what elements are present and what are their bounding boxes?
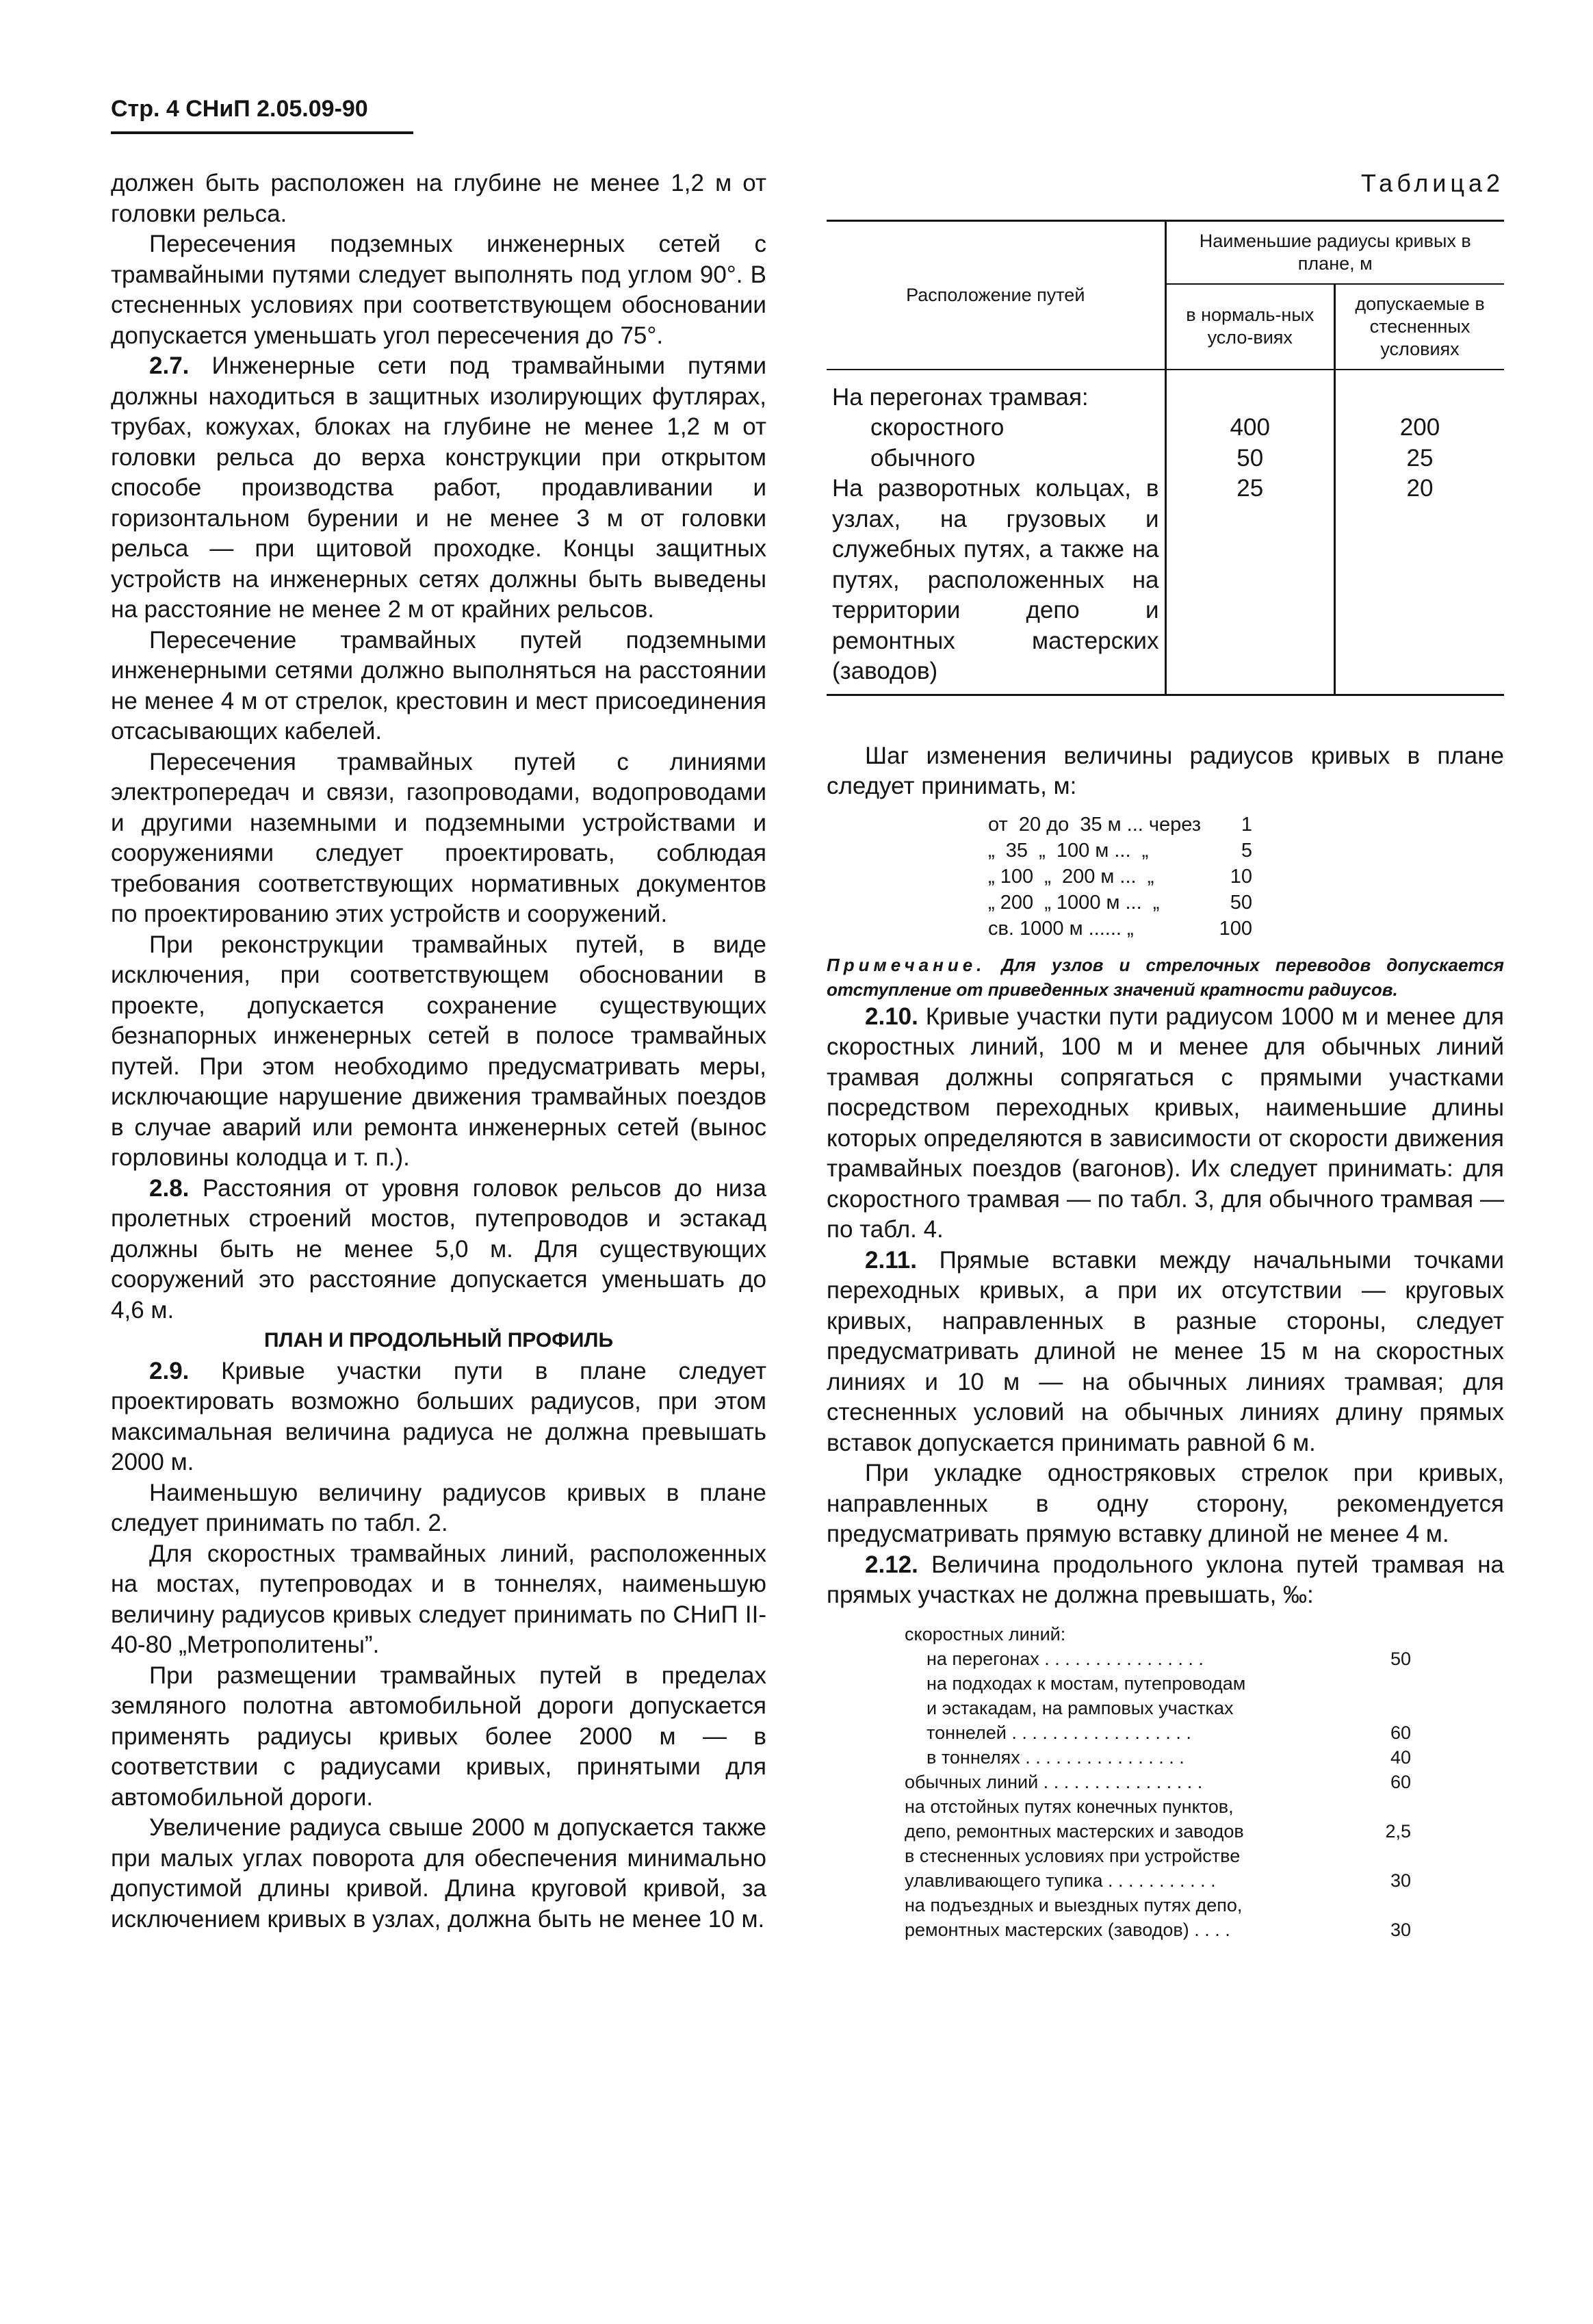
clause-text: Кривые участки пути в плане следует проектировать возможно больших радиусов, при этом максимальная величина радиуса не должна превышать 2000 м.: [111, 1357, 766, 1475]
section-title: ПЛАН И ПРОДОЛЬНЫЙ ПРОФИЛЬ: [263, 1329, 614, 1352]
step-row: от 20 до 35 м ... через 1: [988, 813, 1252, 836]
clause-number: 2.10.: [865, 1003, 918, 1030]
clause-text: Расстояния от уровня головок рельсов до низа пролетных строений мостов, путепроводов и эстакад должны быть не менее 5,0 м. Для существующих сооружений это расстояние допускается уменьшать до 4,6 м.: [111, 1174, 766, 1324]
paragraph: Пересечения трамвайных путей с линиями электропередач и связи, газопроводами, водопроводами и другими наземными и подземными устройствами и сооружениями следует проектировать, соблюдая требования соответствующих нормативных документов по проектированию этих устройств и сооружений.: [111, 748, 766, 927]
slope-row: тоннелей . . . . . . . . . . . . . . . . . . 60: [927, 1722, 1411, 1743]
table-cell-tight: 20: [1335, 474, 1505, 695]
table-row-label: скоростного: [827, 413, 1165, 443]
clause-text: Прямые вставки между начальными точками переходных кривых, а при их отсутствии — круговых кривых, направленных в разные стороны, следует предусматривать длиной не менее 15 м на скоростных линиях и 10 м — на обычных линиях трамвая; для стесненных условий на обычных линиях длину прямых вставок допускается принимать равной 6 м.: [827, 1246, 1504, 1456]
paragraph-2-12: [827, 1550, 1504, 1611]
step-row: „ 200 „ 1000 м ... „ 50: [988, 891, 1252, 914]
clause-number: 2.12.: [865, 1551, 918, 1578]
paragraph: При укладке одностряковых стрелок при кривых, направленных в одну сторону, рекомендуется предусматривать прямую вставку длиной не менее 4 м.: [827, 1460, 1504, 1547]
left-column: [111, 168, 766, 1935]
clause-text: Кривые участки пути радиусом 1000 м и менее для скоростных линий, 100 м и менее для обычных линий трамвая должны сопрягаться с прямыми участками посредством переходных кривых, наименьшие длины которых определяются в зависимости от скорости движения трамвайных поездов (вагонов). Их следует принимать: для скоростного трамвая — по табл. 3, для обычного трамвая — по табл. 4.: [827, 1003, 1504, 1243]
note-text: Для узлов и стрелочных переводов допускается отступление от приведенных значений кратности радиусов.: [827, 954, 1504, 1000]
table-title: Таблица2: [1360, 169, 1504, 197]
header-rule: [111, 131, 413, 134]
table-row: [827, 413, 1504, 443]
clause-text: Инженерные сети под трамвайными путями должны находиться в защитных изолирующих футлярах, трубах, кожухах, блоках на глубине не менее 1,2 м от головки рельса до верха конструкции при открытом способе производства работ, продавливании и горизонтальном бурении и не менее 3 м от головки рельса — при щитовой проходке. Концы защитных устройств на инженерных сетях должны быть выведены на расстояние не менее 2 м от крайних рельсов.: [111, 352, 766, 623]
right-column: [827, 168, 1504, 1942]
paragraph: Пересечения подземных инженерных сетей с трамвайными путями следует выполнять под углом 90°. В стесненных условиях при соответствующем обосновании допускается уменьшать угол пересечения до 75°.: [111, 231, 766, 349]
paragraph: должен быть расположен на глубине не менее 1,2 м от головки рельса.: [111, 170, 766, 227]
slope-row: улавливающего тупика . . . . . . . . . . . 30: [905, 1870, 1411, 1891]
table-cell-tight: 25: [1406, 444, 1434, 472]
slope-row: обычных линий . . . . . . . . . . . . . . . . 60: [905, 1771, 1411, 1792]
clause-number: 2.8.: [149, 1174, 190, 1202]
table-cell: [1335, 370, 1505, 413]
table-cell-normal: 50: [1165, 443, 1335, 474]
slope-row: в тоннелях . . . . . . . . . . . . . . . . 40: [927, 1746, 1411, 1768]
table-group-label: На перегонах трамвая:: [827, 370, 1165, 413]
paragraph: Увеличение радиуса свыше 2000 м допускается также при малых углах поворота для обеспечения минимально допустимой длины кривой. Длина круговой кривой, за исключением кривых в узлах, должна быть не менее 10 м.: [111, 1814, 766, 1933]
step-row: „ 100 „ 200 м ... „ 10: [988, 865, 1252, 888]
table-cell-normal: 400: [1165, 413, 1335, 443]
slope-row-text: на отстойных путях конечных пунктов,: [905, 1796, 1234, 1817]
clause-number: 2.7.: [149, 352, 190, 379]
slope-heading: скоростных линий:: [905, 1623, 1066, 1644]
table-cell: [1165, 370, 1335, 413]
table-cell-normal: 25: [1165, 474, 1335, 695]
table-header-tight: допускаемые в стесненных условиях: [1335, 284, 1505, 370]
clause-number: 2.11.: [865, 1246, 917, 1274]
table-row: [827, 443, 1504, 474]
paragraph: Шаг изменения величины радиусов кривых в плане следует принимать, м:: [827, 742, 1504, 799]
paragraph: Пересечение трамвайных путей подземными инженерными сетями должно выполняться на расстоянии не менее 4 м от стрелок, крестовин и мест присоединения отсасывающих кабелей.: [111, 626, 766, 745]
paragraph-2-8: [111, 1174, 766, 1326]
radius-step-list: [988, 812, 1504, 942]
page-header: Стр. 4 СНиП 2.05.09-90: [111, 96, 368, 122]
paragraph-2-7: [111, 351, 766, 625]
slope-row: ремонтных мастерских (заводов) . . . . 30: [905, 1919, 1411, 1940]
table-row-label: обычного: [827, 443, 1165, 474]
slope-row-text: на подходах к мостам, путепроводам: [927, 1673, 1246, 1694]
note-label: Примечание.: [827, 954, 986, 975]
slope-row: на перегонах . . . . . . . . . . . . . . . . 50: [927, 1648, 1411, 1669]
paragraph-2-9: [111, 1356, 766, 1478]
slope-row-text: на подъездных и выездных путях депо,: [905, 1894, 1243, 1915]
paragraph: При размещении трамвайных путей в пределах земляного полотна автомобильной дороги допускается применять радиусы кривых более 2000 м — в соответствии с радиусами кривых, принятыми для автомобильной дороги.: [111, 1662, 766, 1811]
paragraph: Для скоростных трамвайных линий, расположенных на мостах, путепроводах и в тоннелях, наименьшую величину радиусов кривых следует принимать по СНиП II-40-80 „Метрополитены”.: [111, 1540, 766, 1658]
slope-row-text: и эстакадам, на рамповых участках: [927, 1697, 1234, 1718]
slope-row-text: в стесненных условиях при устройстве: [905, 1845, 1241, 1866]
table-header-location: Расположение путей: [827, 220, 1165, 370]
step-row: св. 1000 м ...... „ 100: [988, 917, 1252, 940]
table-row: [827, 370, 1504, 413]
paragraph: При реконструкции трамвайных путей, в виде исключения, при соответствующем обосновании в проекте, допускается сохранение существующих безнапорных инженерных сетей в полосе трамвайных путей. При этом необходимо предусматривать меры, исключающие нарушение движения трамвайных поездов в случае аварий или ремонта инженерных сетей (вынос горловины колодца и т. п.).: [111, 931, 766, 1171]
paragraph-2-10: [827, 1002, 1504, 1245]
clause-text: Величина продольного уклона путей трамвая на прямых участках не должна превышать, ‰:: [827, 1551, 1504, 1608]
radius-table: [827, 220, 1504, 696]
step-row: „ 35 „ 100 м ... „ 5: [988, 839, 1252, 862]
table-row-label: На разворотных кольцах, в узлах, на грузовых и служебных путях, а также на путях, расположенных на территории депо и ремонтных мастерских (заводов): [827, 474, 1165, 695]
table-header-group: Наименьшие радиусы кривых в плане, м: [1165, 220, 1504, 284]
table-cell-tight: 200: [1399, 414, 1440, 441]
table-row: [827, 474, 1504, 695]
paragraph-2-11: [827, 1245, 1504, 1459]
slope-row: депо, ремонтных мастерских и заводов 2,5: [905, 1820, 1411, 1842]
paragraph: Наименьшую величину радиусов кривых в плане следует принимать по табл. 2.: [111, 1479, 766, 1536]
slope-list: [905, 1622, 1411, 1942]
clause-number: 2.9.: [149, 1357, 190, 1384]
table-header-normal: в нормаль-ных усло-виях: [1165, 284, 1335, 370]
table-note: [827, 953, 1504, 1002]
